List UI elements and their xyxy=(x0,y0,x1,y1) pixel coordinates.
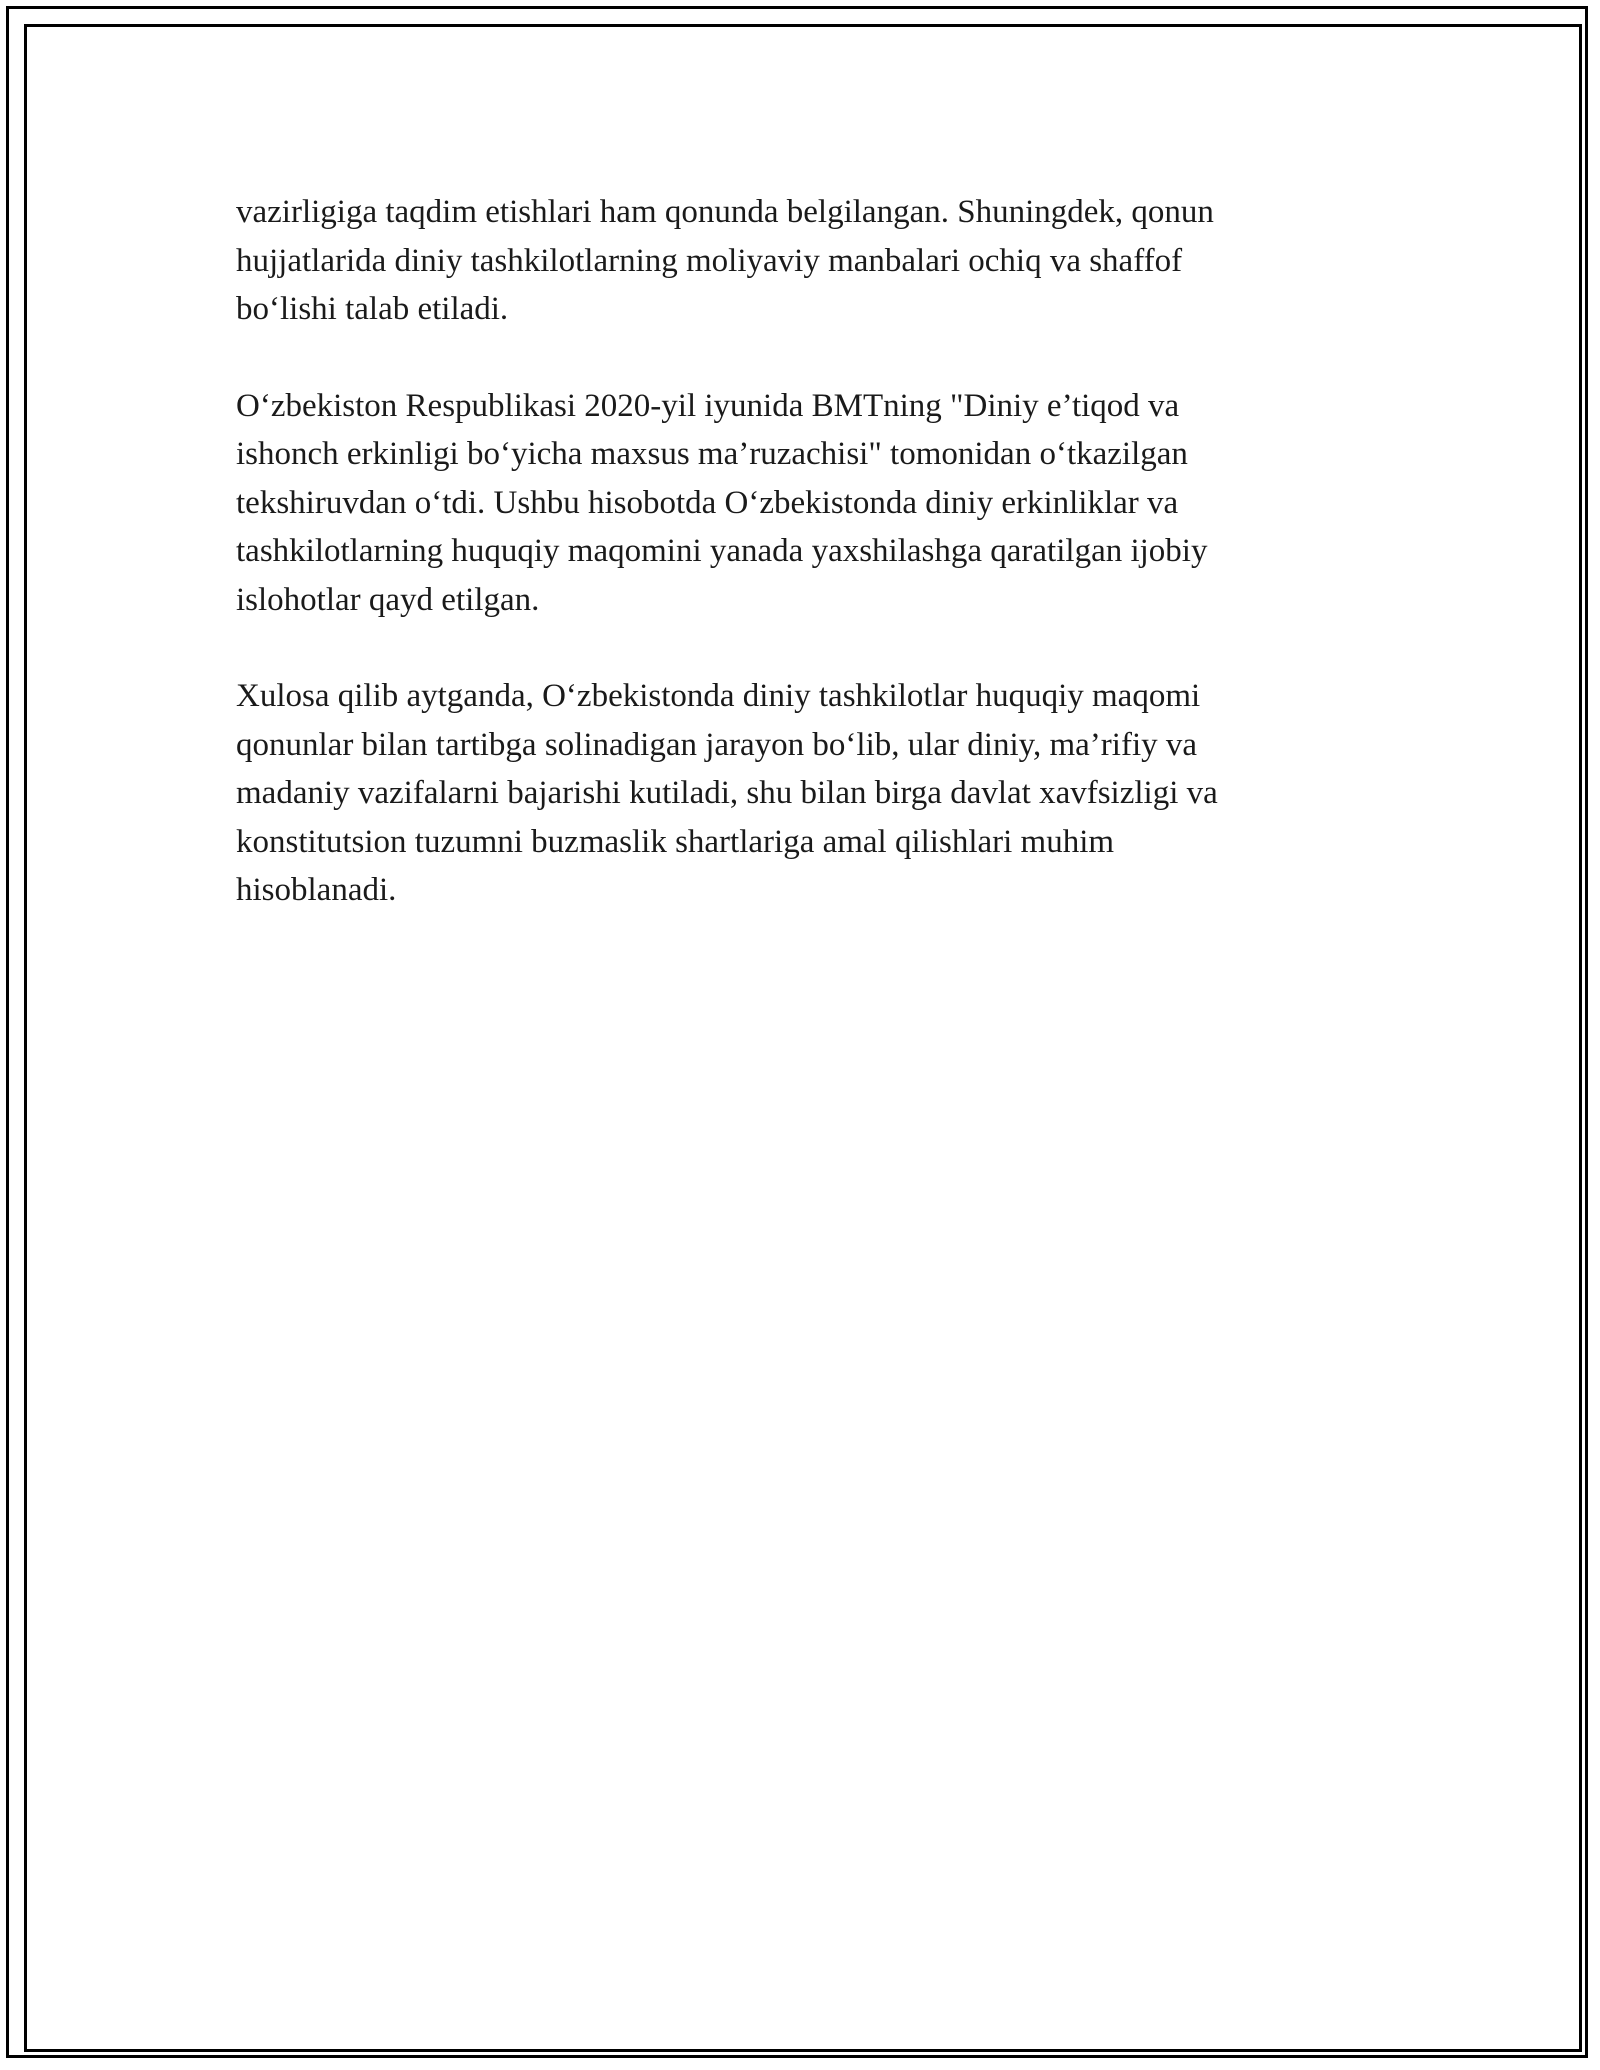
paragraph-2: O‘zbekiston Respublikasi 2020-yil iyunida BMTning "Diniy e’tiqod va ishonch erkinligi bo‘yicha maxsus ma’ruzachisi" tomonidan o‘tkazilgan tekshiruvdan o‘tdi. Ushbu hisobotda O‘zbekistonda diniy erkinliklar va tashkilotlarning huquqiy maqomini yanada yaxshilashga qaratilgan ijobiy islohotlar qayd etilgan. xyxy=(236,387,1208,618)
paragraph-1: vazirligiga taqdim etishlari ham qonunda belgilangan. Shuningdek, qonun hujjatlarida diniy tashkilotlarning moliyaviy manbalari ochiq va shaffof bo‘lishi talab etiladi. xyxy=(236,194,1214,327)
document-body xyxy=(236,188,1356,963)
paragraph-3: Xulosa qilib aytganda, O‘zbekistonda diniy tashkilotlar huquqiy maqomi qonunlar bilan tartibga solinadigan jarayon bo‘lib, ular diniy, ma’rifiy va madaniy vazifalarni bajarishi kutiladi, shu bilan birga davlat xavfsizligi va konstitutsion tuzumni buzmaslik shartlariga amal qilishlari muhim hisoblanadi. xyxy=(236,678,1218,908)
